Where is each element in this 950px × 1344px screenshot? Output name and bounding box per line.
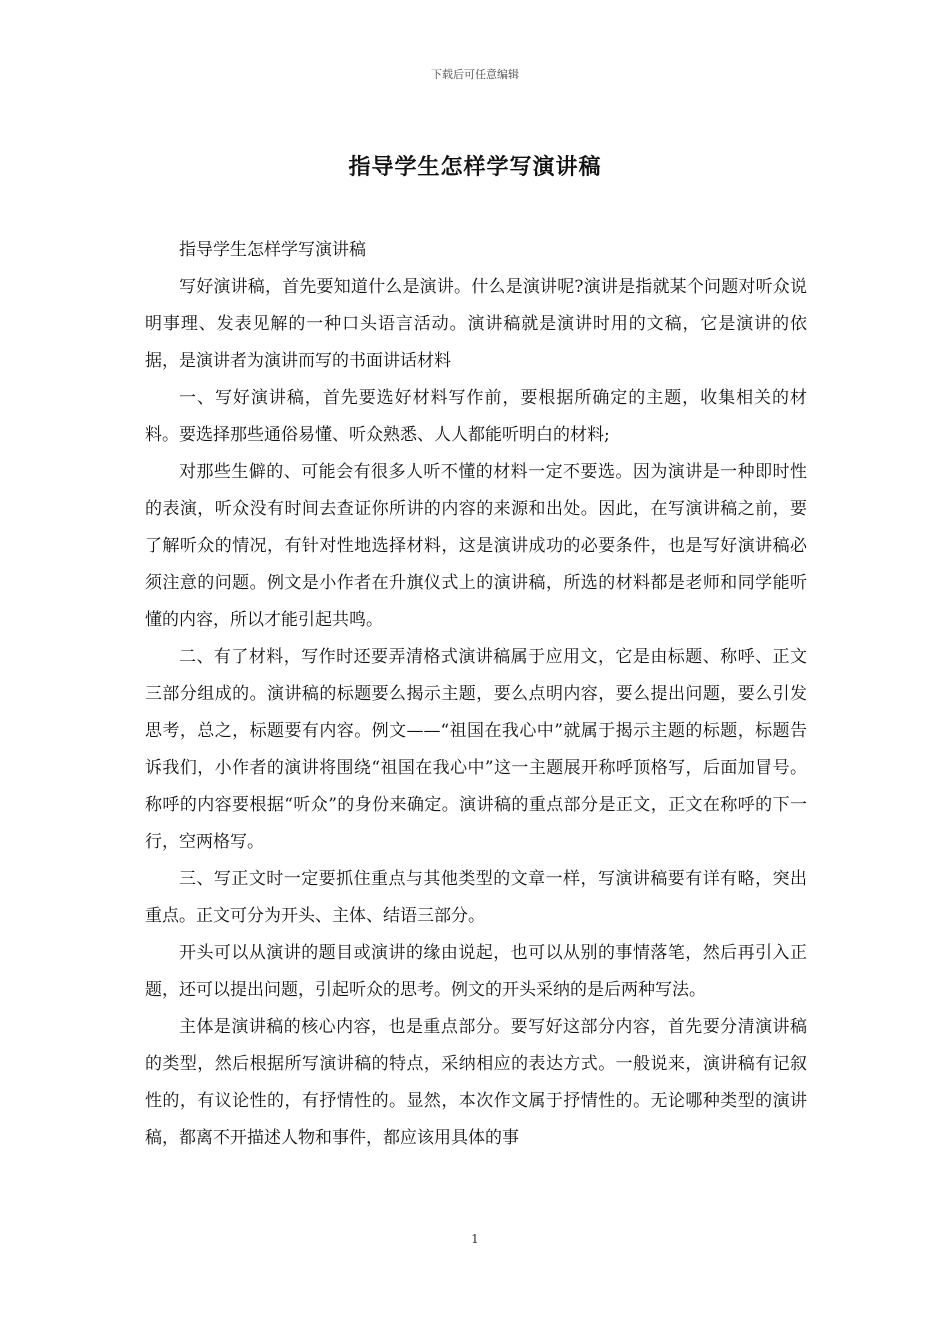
page-header-note: 下载后可任意编辑: [431, 68, 519, 81]
paragraph-intro: 写好演讲稿，首先要知道什么是演讲。什么是演讲呢?演讲是指就某个问题对听众说明事理、发表见解的一种口头语言活动。演讲稿就是演讲时用的文稿，它是演讲的依据，是演讲者为演讲而写的书面讲话材料: [145, 277, 807, 371]
paragraph-point-one: 一、写好演讲稿，首先要选好材料写作前，要根据所确定的主题，收集相关的材料。要选择那些通俗易懂、听众熟悉、人人都能听明白的材料;: [145, 388, 807, 445]
paragraph-point-two: 二、有了材料，写作时还要弄清格式演讲稿属于应用文，它是由标题、称呼、正文三部分组成的。演讲稿的标题要么揭示主题，要么点明内容，要么提出问题，要么引发思考，总之，标题要有内容。例文——“祖国在我心中”就属于揭示主题的标题，标题告诉我们，小作者的演讲将围绕“祖国在我心中”这一主题展开称呼顶格写，后面加冒号。称呼的内容要根据“听众”的身份来确定。演讲稿的重点部分是正文，正文在称呼的下一行，空两格写。: [145, 647, 807, 852]
paragraph-material-choice: 对那些生僻的、可能会有很多人听不懂的材料一定不要选。因为演讲是一种即时性的表演，听众没有时间去查证你所讲的内容的来源和出处。因此，在写演讲稿之前，要了解听众的情况，有针对性地选择材料，这是演讲成功的必要条件，也是写好演讲稿必须注意的问题。例文是小作者在升旗仪式上的演讲稿，所选的材料都是老师和同学能听懂的内容，所以才能引起共鸣。: [145, 462, 807, 630]
paragraph-subtitle: 指导学生怎样学写演讲稿: [179, 240, 366, 260]
page-number: 1: [471, 1232, 479, 1246]
paragraph-point-three: 三、写正文时一定要抓住重点与其他类型的文章一样，写演讲稿要有详有略，突出重点。正文可分为开头、主体、结语三部分。: [145, 869, 807, 926]
document-title: 指导学生怎样学写演讲稿: [348, 154, 602, 180]
document-body: [145, 232, 807, 1157]
paragraph-main-body: 主体是演讲稿的核心内容，也是重点部分。要写好这部分内容，首先要分清演讲稿的类型，然后根据所写演讲稿的特点，采纳相应的表达方式。一般说来，演讲稿有记叙性的，有议论性的，有抒情性的。显然，本次作文属于抒情性的。无论哪种类型的演讲稿，都离不开描述人物和事件，都应该用具体的事: [145, 1017, 807, 1148]
paragraph-opening: 开头可以从演讲的题目或演讲的缘由说起，也可以从别的事情落笔，然后再引入正题，还可以提出问题，引起听众的思考。例文的开头采纳的是后两种写法。: [145, 943, 807, 1000]
